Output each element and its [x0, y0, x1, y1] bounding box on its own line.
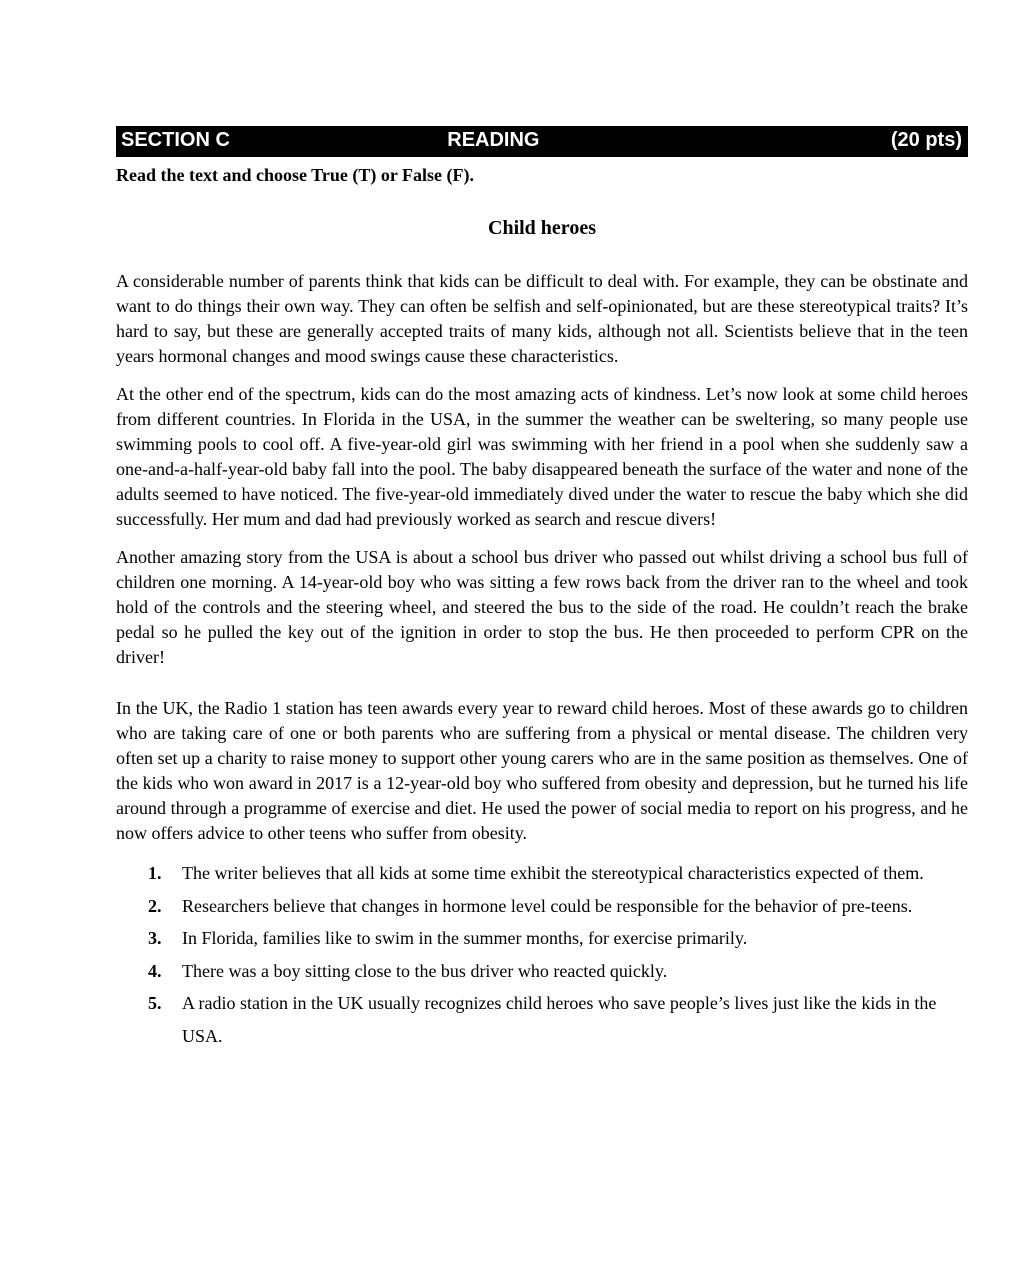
question-number: 5. [148, 993, 162, 1013]
passage-title: Child heroes [488, 217, 596, 239]
question-text: Researchers believe that changes in hormone level could be responsible for the behavior of pre-teens. [182, 895, 913, 916]
passage-paragraph-4: In the UK, the Radio 1 station has teen awards every year to reward child heroes. Most of these awards go to children who are taking care of one or both parents who are suffering from a physical or mental disease. The children very often set up a charity to raise money to support other young carers who are in the same position as themselves. One of the kids who won award in 2017 is a 12-year-old boy who suffered from obesity and depression, but he turned his life around through a programme of exercise and diet. He used the power of social media to report on his progress, and he now offers advice to other teens who suffer from obesity. [116, 698, 968, 843]
question-list [116, 857, 968, 1052]
question-item-5 [116, 987, 968, 1052]
document-content [116, 126, 968, 1052]
question-number: 1. [148, 863, 162, 883]
question-item-4 [116, 955, 968, 988]
question-number: 3. [148, 928, 162, 948]
question-number: 2. [148, 895, 162, 916]
passage-paragraph-2: At the other end of the spectrum, kids can do the most amazing acts of kindness. Let’s now look at some child heroes from different countries. In Florida in the USA, in the summer the weather can be sweltering, so many people use swimming pools to cool off. A five-year-old girl was swimming with her friend in a pool when she suddenly saw a one-and-a-half-year-old baby fall into the pool. The baby disappeared beneath the surface of the water and none of the adults seemed to have noticed. The five-year-old immediately dived under the water to rescue the baby which she did successfully. Her mum and dad had previously worked as search and rescue divers! [116, 384, 968, 529]
question-text: A radio station in the UK usually recognizes child heroes who save people’s lives just like the kids in the USA. [182, 993, 937, 1046]
passage-paragraph-3: Another amazing story from the USA is about a school bus driver who passed out whilst driving a school bus full of children one morning. A 14-year-old boy who was sitting a few rows back from the driver ran to the wheel and took hold of the controls and the steering wheel, and steered the bus to the side of the road. He couldn’t reach the brake pedal so he pulled the key out of the ignition in order to stop the bus. He then proceeded to perform CPR on the driver! [116, 547, 968, 667]
section-label: SECTION C [121, 129, 230, 151]
question-number: 4. [148, 960, 162, 981]
question-text: There was a boy sitting close to the bus driver who reacted quickly. [182, 960, 668, 981]
question-text: The writer believes that all kids at some time exhibit the stereotypical characteristics expected of them. [182, 863, 924, 883]
section-header-bar [116, 126, 968, 157]
instruction-text: Read the text and choose True (T) or False (F). [116, 165, 474, 185]
question-text: In Florida, families like to swim in the summer months, for exercise primarily. [182, 928, 748, 948]
question-item-3 [116, 922, 968, 955]
passage-paragraph-1: A considerable number of parents think that kids can be difficult to deal with. For example, they can be obstinate and want to do things their own way. They can often be selfish and self-opinionated, but are these stereotypical traits? It’s hard to say, but these are generally accepted traits of many kids, although not all. Scientists believe that in the teen years hormonal changes and mood swings cause these characteristics. [116, 271, 968, 366]
section-title: READING [447, 129, 540, 151]
question-item-1 [116, 857, 968, 890]
question-item-2 [116, 890, 968, 923]
section-points: (20 pts) [890, 129, 962, 151]
